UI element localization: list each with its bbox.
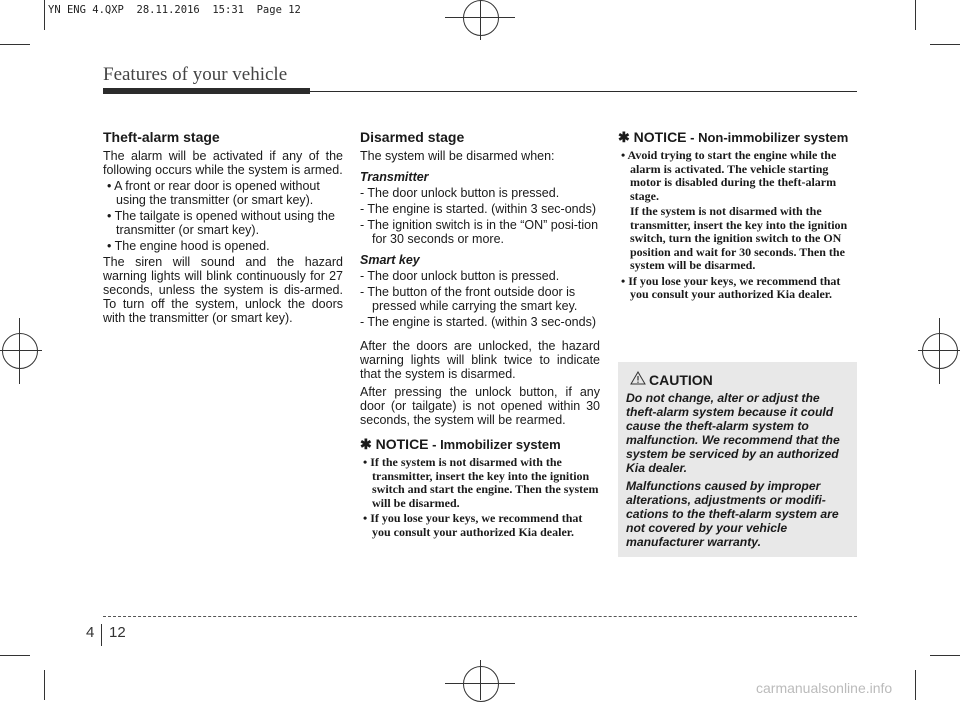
list-item: • If you lose your keys, we recommend that you consult your authorized Kia dealer.	[363, 511, 583, 539]
heading-disarmed: Disarmed stage	[360, 129, 465, 145]
print-header: YN ENG 4.QXP 28.11.2016 15:31 Page 12	[48, 4, 301, 16]
list-item: • A front or rear door is opened without using the transmitter (or smart key).	[107, 179, 320, 207]
list-item: - The engine is started. (within 3 sec-onds)	[360, 202, 596, 216]
notice-icon: ✱	[360, 436, 372, 452]
column-theft-alarm	[103, 130, 343, 327]
list-item: • Avoid trying to start the engine while the alarm is activated. The vehicle starting motor is disabled during the theft-alarm stage.	[621, 148, 837, 203]
theft-alarm-intro: The alarm will be activated if any of the following occurs while the system is armed.	[103, 149, 343, 177]
disarmed-para-2: After pressing the unlock button, if any door (or tailgate) is not opened within 30 seconds, the system will be rearmed.	[360, 385, 600, 427]
warning-triangle-icon	[630, 371, 646, 385]
subheading-transmitter: Transmitter	[360, 170, 429, 184]
page-number-separator	[101, 624, 102, 646]
list-item: • The tailgate is opened without using the transmitter (or smart key).	[107, 209, 335, 237]
notice-non-immobilizer-heading: ✱ NOTICE - Non-immobilizer system	[618, 129, 849, 145]
heading-theft-alarm: Theft-alarm stage	[103, 129, 220, 145]
list-item: • If you lose your keys, we recommend that you consult your authorized Kia dealer.	[621, 273, 841, 301]
caution-title: CAUTION	[649, 372, 713, 388]
list-item: - The button of the front outside door is pressed while carrying the smart key.	[360, 285, 578, 313]
theft-alarm-outro: The siren will sound and the hazard warning lights will blink continuously for 27 seconds, unless the system is dis-armed. To turn off the system, unlock the doors with the transmitter (or smart key).	[103, 255, 343, 325]
list-item: - The door unlock button is pressed.	[360, 269, 560, 283]
disarmed-para-1: After the doors are unlocked, the hazard warning lights will blink twice to indicate that the system is disarmed.	[360, 339, 600, 381]
notice-immobilizer-heading: ✱ NOTICE - Immobilizer system	[360, 436, 561, 452]
caution-text	[626, 391, 851, 553]
list-item: • If the system is not disarmed with the transmitter, insert the key into the ignition switch and start the engine. Then the system will be disarmed.	[363, 455, 599, 510]
list-item: - The ignition switch is in the “ON” posi-tion for 30 seconds or more.	[360, 218, 599, 246]
section-title: Features of your vehicle	[103, 64, 288, 85]
column-disarmed	[360, 130, 600, 541]
column-notice-non-immobilizer	[618, 130, 857, 304]
caution-para-2: Malfunctions caused by improper alterations, adjustments or modifi-cations to the theft-alarm system are not covered by your vehicle manufacturer warranty.	[626, 479, 839, 549]
page-number: 12	[109, 624, 126, 641]
footer-rule	[103, 616, 857, 617]
footer-watermark: carmanualsonline.info	[756, 680, 893, 696]
title-bar	[103, 88, 310, 94]
caution-para-1: Do not change, alter or adjust the theft-alarm system because it could cause the theft-alarm system to malfunction. We recommend that the system be serviced by an authorized Kia dealer.	[626, 391, 840, 475]
list-item: If the system is not disarmed with the transmitter, insert the key into the ignition switch, turn the ignition switch to the ON position and wait for 30 seconds. Then the system will be disarmed.	[630, 204, 848, 272]
list-item: - The engine is started. (within 3 sec-onds)	[360, 315, 596, 329]
list-item: - The door unlock button is pressed.	[360, 186, 560, 200]
page-chapter: 4	[86, 624, 95, 641]
subheading-smart-key: Smart key	[360, 253, 420, 267]
title-rule	[310, 91, 857, 92]
disarmed-intro: The system will be disarmed when:	[360, 149, 555, 163]
list-item: • The engine hood is opened.	[107, 239, 270, 253]
notice-icon: ✱	[618, 129, 630, 145]
